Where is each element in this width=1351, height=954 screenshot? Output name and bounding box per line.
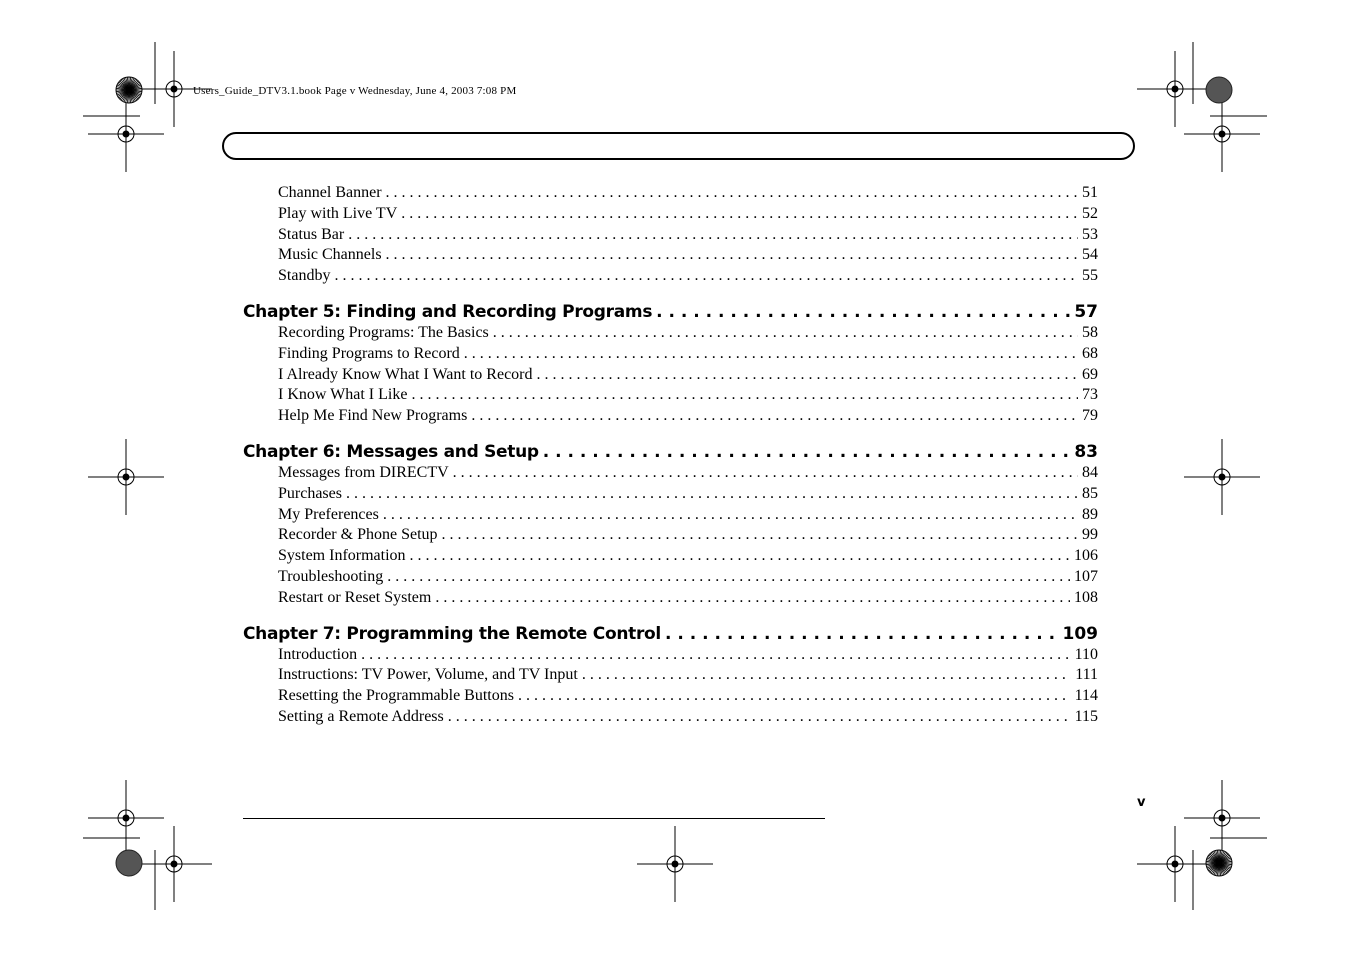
- toc-entry-page: 107: [1074, 567, 1098, 585]
- header-bar: [222, 132, 1135, 160]
- toc-entry-page: 58: [1082, 323, 1098, 341]
- chapter-heading[interactable]: [243, 301, 1098, 323]
- dot-leader: [411, 385, 1078, 406]
- chapter-heading[interactable]: [243, 623, 1098, 645]
- color-target-icon: [1206, 77, 1232, 103]
- chapter-heading[interactable]: [243, 441, 1098, 463]
- toc-entry[interactable]: [243, 225, 1098, 246]
- toc-entry-title: Music Channels: [278, 246, 382, 264]
- toc-entry-page: 51: [1082, 184, 1098, 201]
- dot-leader: [442, 525, 1078, 546]
- registration-crosshair-icon: [88, 439, 164, 515]
- dot-leader: [543, 441, 1071, 463]
- toc-entry[interactable]: [243, 525, 1098, 546]
- toc-entry-title: I Already Know What I Want to Record: [278, 365, 533, 383]
- toc-entry-title: Resetting the Programmable Buttons: [278, 687, 514, 705]
- toc-entry-page: 111: [1075, 666, 1098, 684]
- toc-entry-title: Recorder & Phone Setup: [278, 526, 438, 544]
- dot-leader: [471, 406, 1078, 427]
- dot-leader: [361, 645, 1071, 666]
- registration-crosshair-icon: [637, 826, 713, 902]
- registration-crosshair-icon: [1184, 439, 1260, 515]
- dot-leader: [537, 365, 1079, 386]
- chapters: [243, 301, 1098, 728]
- toc-entry[interactable]: [243, 567, 1098, 588]
- chapter-heading-title: Chapter 5: Finding and Recording Programs: [243, 301, 653, 322]
- toc-entry-page: 89: [1082, 505, 1098, 523]
- toc-entry-page: 73: [1082, 386, 1098, 404]
- toc-entry-page: 55: [1082, 267, 1098, 285]
- toc-entry[interactable]: [243, 645, 1098, 666]
- chapter-group: [243, 301, 1098, 427]
- chapter-heading-page: 109: [1062, 623, 1098, 644]
- toc-entry[interactable]: [243, 546, 1098, 567]
- toc-entry-title: Introduction: [278, 645, 358, 663]
- toc-entry-title: Finding Programs to Record: [278, 344, 460, 362]
- toc-entry-title: I Know What I Like: [278, 386, 408, 404]
- dot-leader: [386, 245, 1078, 266]
- toc-entry-page: 54: [1082, 246, 1098, 264]
- dot-leader: [401, 204, 1078, 225]
- toc-entry[interactable]: [243, 183, 1098, 204]
- toc-entry-title: Recording Programs: The Basics: [278, 323, 489, 341]
- toc-entry-title: Status Bar: [278, 225, 345, 243]
- toc-entry-title: Troubleshooting: [278, 567, 384, 585]
- toc-entry-page: 114: [1074, 687, 1098, 705]
- toc-entry-title: Instructions: TV Power, Volume, and TV Input: [278, 666, 578, 684]
- dot-leader: [387, 567, 1070, 588]
- toc-entry-page: 52: [1082, 204, 1098, 222]
- toc-entry[interactable]: [243, 707, 1098, 728]
- chapter-group: [243, 441, 1098, 609]
- dot-leader: [386, 183, 1078, 204]
- dot-leader: [410, 546, 1070, 567]
- registration-crosshair-icon: [136, 826, 212, 902]
- toc-entry-title: Play with Live TV: [278, 204, 398, 222]
- dot-leader: [383, 505, 1078, 526]
- toc-entry-title: Messages from DIRECTV: [278, 463, 449, 481]
- dot-leader: [448, 707, 1071, 728]
- toc-entry-title: Purchases: [278, 484, 342, 502]
- chapter-heading-page: 57: [1074, 301, 1098, 322]
- dot-leader: [582, 665, 1071, 686]
- page-number: v: [1137, 795, 1146, 810]
- toc-entry[interactable]: [243, 344, 1098, 365]
- registration-crosshair-icon: [88, 96, 164, 172]
- toc-entry[interactable]: [243, 204, 1098, 225]
- toc-entry-page: 115: [1074, 707, 1098, 725]
- registration-crosshair-icon: [1137, 826, 1213, 902]
- toc-entry[interactable]: [243, 484, 1098, 505]
- table-of-contents: [243, 183, 1098, 728]
- toc-entry[interactable]: [243, 266, 1098, 287]
- initial-entries: [243, 183, 1098, 287]
- registration-crosshair-icon: [1184, 96, 1260, 172]
- toc-entry[interactable]: [243, 406, 1098, 427]
- toc-entry-title: Restart or Reset System: [278, 588, 432, 606]
- dot-leader: [435, 588, 1070, 609]
- toc-entry-page: 99: [1082, 526, 1098, 544]
- dot-leader: [464, 344, 1078, 365]
- chapter-group: [243, 623, 1098, 728]
- registration-crosshair-icon: [1137, 51, 1213, 127]
- file-info-header: Users_Guide_DTV3.1.book Page v Wednesday, June 4, 2003 7:08 PM: [193, 85, 517, 97]
- toc-entry[interactable]: [243, 365, 1098, 386]
- color-target-icon: [1206, 850, 1232, 876]
- toc-entry[interactable]: [243, 665, 1098, 686]
- toc-entry-title: Channel Banner: [278, 184, 382, 201]
- chapter-heading-title: Chapter 7: Programming the Remote Control: [243, 623, 661, 644]
- toc-entry[interactable]: [243, 245, 1098, 266]
- color-target-icon: [116, 77, 142, 103]
- toc-entry-page: 108: [1074, 588, 1098, 606]
- dot-leader: [665, 623, 1059, 645]
- dot-leader: [493, 323, 1078, 344]
- chapter-heading-title: Chapter 6: Messages and Setup: [243, 441, 539, 462]
- dot-leader: [518, 686, 1071, 707]
- color-target-icon: [116, 850, 142, 876]
- dot-leader: [348, 225, 1078, 246]
- toc-entry-title: Standby: [278, 267, 331, 285]
- toc-entry[interactable]: [243, 323, 1098, 344]
- toc-entry-page: 69: [1082, 365, 1098, 383]
- registration-crosshair-icon: [1184, 780, 1260, 856]
- toc-entry-page: 85: [1082, 484, 1098, 502]
- dot-leader: [656, 301, 1070, 323]
- toc-entry-page: 68: [1082, 344, 1098, 362]
- dot-leader: [453, 463, 1078, 484]
- toc-entry[interactable]: [243, 463, 1098, 484]
- toc-entry[interactable]: [243, 588, 1098, 609]
- toc-entry[interactable]: [243, 505, 1098, 526]
- footer-rule: [243, 818, 825, 819]
- toc-entry-title: Help Me Find New Programs: [278, 407, 468, 425]
- dot-leader: [346, 484, 1078, 505]
- toc-entry-page: 84: [1082, 463, 1098, 481]
- toc-entry-title: My Preferences: [278, 505, 379, 523]
- toc-entry-page: 79: [1082, 407, 1098, 425]
- toc-entry-page: 106: [1074, 547, 1098, 565]
- toc-entry-page: 110: [1074, 645, 1098, 663]
- toc-entry-title: Setting a Remote Address: [278, 707, 444, 725]
- toc-entry[interactable]: [243, 686, 1098, 707]
- chapter-heading-page: 83: [1074, 441, 1098, 462]
- toc-entry[interactable]: [243, 385, 1098, 406]
- toc-entry-page: 53: [1082, 225, 1098, 243]
- toc-entry-title: System Information: [278, 547, 406, 565]
- dot-leader: [334, 266, 1078, 287]
- registration-crosshair-icon: [88, 780, 164, 856]
